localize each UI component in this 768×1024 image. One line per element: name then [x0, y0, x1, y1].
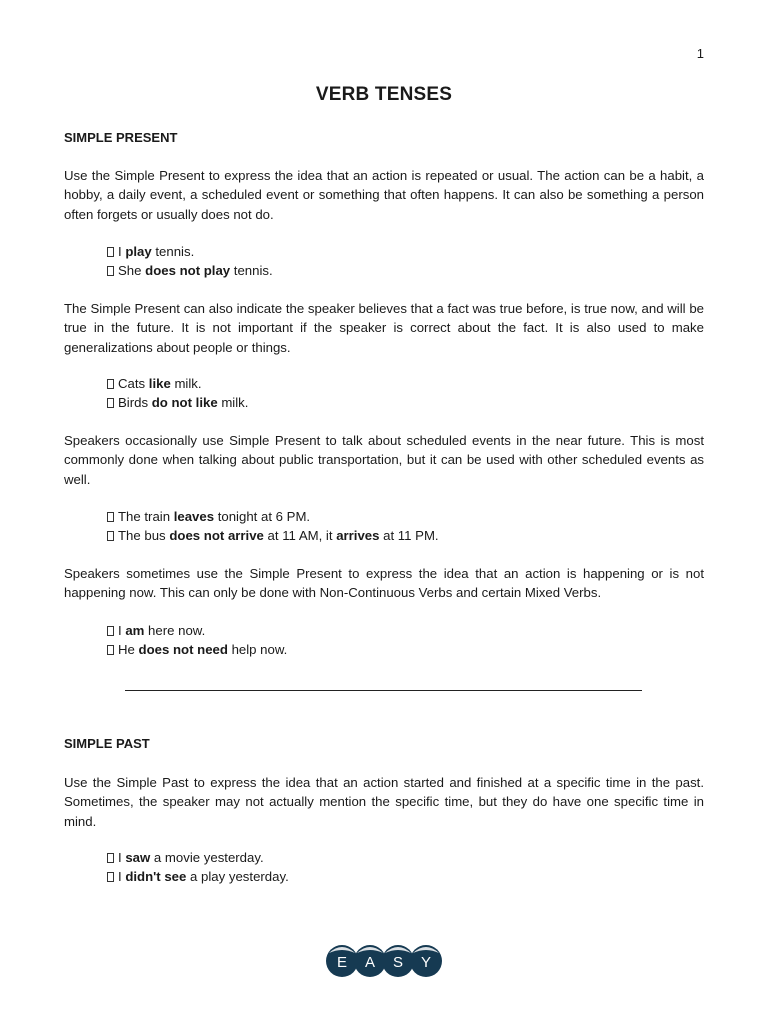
logo-letter: Y	[420, 954, 432, 971]
example-text: tennis.	[230, 263, 273, 279]
paragraph: The Simple Present can also indicate the speaker believes that a fact was true before, is true now, and will be true in the future. It is not important if the speaker is correct about the fact. It is also used to make generalizations about people or things.	[64, 301, 704, 355]
section-heading-simple-present: SIMPLE PRESENT	[64, 130, 178, 145]
verb-phrase: like	[148, 376, 171, 391]
logo-letter: A	[364, 954, 376, 971]
example-list	[107, 621, 287, 660]
bullet-icon	[107, 398, 114, 408]
example-text: tennis.	[151, 244, 195, 259]
verb-phrase: didn't see	[125, 869, 187, 885]
example-text: here now.	[144, 623, 206, 638]
verb-phrase: does not need	[138, 642, 228, 658]
verb-phrase: does not play	[145, 263, 231, 279]
logo-letter: S	[392, 954, 404, 971]
example-text: at 11 AM, it	[263, 528, 337, 544]
example-item	[107, 393, 248, 412]
bullet-icon	[107, 379, 114, 389]
bullet-icon	[107, 266, 114, 276]
example-item	[107, 640, 287, 659]
verb-phrase: am	[125, 623, 145, 638]
page-number: 1	[696, 46, 704, 61]
verb-phrase: do not like	[151, 395, 218, 411]
verb-phrase: does not arrive	[169, 528, 264, 544]
example-text: The train	[118, 509, 174, 524]
example-item	[107, 261, 273, 280]
verb-phrase: leaves	[173, 509, 215, 524]
bullet-icon	[107, 626, 114, 636]
example-text: a movie yesterday.	[150, 850, 264, 865]
verb-phrase: saw	[125, 850, 151, 865]
paragraph: Speakers occasionally use Simple Present to talk about scheduled events in the near future. This is most commonly done when talking about public transportation, but it can be used with other scheduled events as well.	[64, 433, 704, 487]
example-text: He	[118, 642, 139, 658]
example-text: at 11 PM.	[379, 528, 439, 544]
bullet-icon	[107, 531, 114, 541]
example-text: milk.	[217, 395, 249, 411]
example-list	[107, 507, 439, 546]
example-item	[107, 848, 289, 867]
example-item	[107, 374, 248, 393]
example-item	[107, 867, 289, 886]
example-list	[107, 848, 289, 887]
bullet-icon	[107, 247, 114, 257]
section-heading-simple-past: SIMPLE PAST	[64, 736, 150, 751]
example-text: I	[118, 244, 126, 259]
example-item	[107, 242, 273, 261]
example-text: The bus	[118, 528, 170, 544]
example-text: milk.	[170, 376, 202, 391]
bullet-icon	[107, 853, 114, 863]
verb-phrase: play	[125, 244, 152, 259]
example-text: I	[118, 869, 126, 885]
example-item	[107, 526, 439, 545]
example-item	[107, 621, 287, 640]
example-list	[107, 242, 273, 281]
bullet-icon	[107, 645, 114, 655]
bullet-icon	[107, 512, 114, 522]
example-text: She	[118, 263, 146, 279]
example-text: tonight at 6 PM.	[214, 509, 311, 524]
verb-phrase: arrives	[336, 528, 380, 544]
example-text: Birds	[118, 395, 152, 411]
bullet-icon	[107, 872, 114, 882]
example-text: a play yesterday.	[186, 869, 289, 885]
page-title: VERB TENSES	[315, 84, 453, 105]
example-list	[107, 374, 248, 413]
example-text: help now.	[227, 642, 288, 658]
paragraph: Use the Simple Present to express the idea that an action is repeated or usual. The action can be a habit, a hobby, a daily event, a scheduled event or something that often happens. It can also be something a person often forgets or usually does not do.	[64, 168, 704, 222]
paragraph: Speakers sometimes use the Simple Present to express the idea that an action is happening or is not happening now. This can only be done with Non-Continuous Verbs and certain Mixed Verbs.	[64, 566, 704, 601]
paragraph: Use the Simple Past to express the idea that an action started and finished at a specific time in the past. Sometimes, the speaker may not actually mention the specific time, but they do have one specific time in mind.	[64, 775, 704, 829]
example-text: I	[118, 850, 126, 865]
logo-letter: E	[336, 954, 348, 971]
example-item	[107, 507, 439, 526]
easy-logo	[325, 935, 445, 981]
section-divider	[125, 680, 642, 691]
example-text: I	[118, 623, 126, 638]
example-text: Cats	[118, 376, 149, 391]
